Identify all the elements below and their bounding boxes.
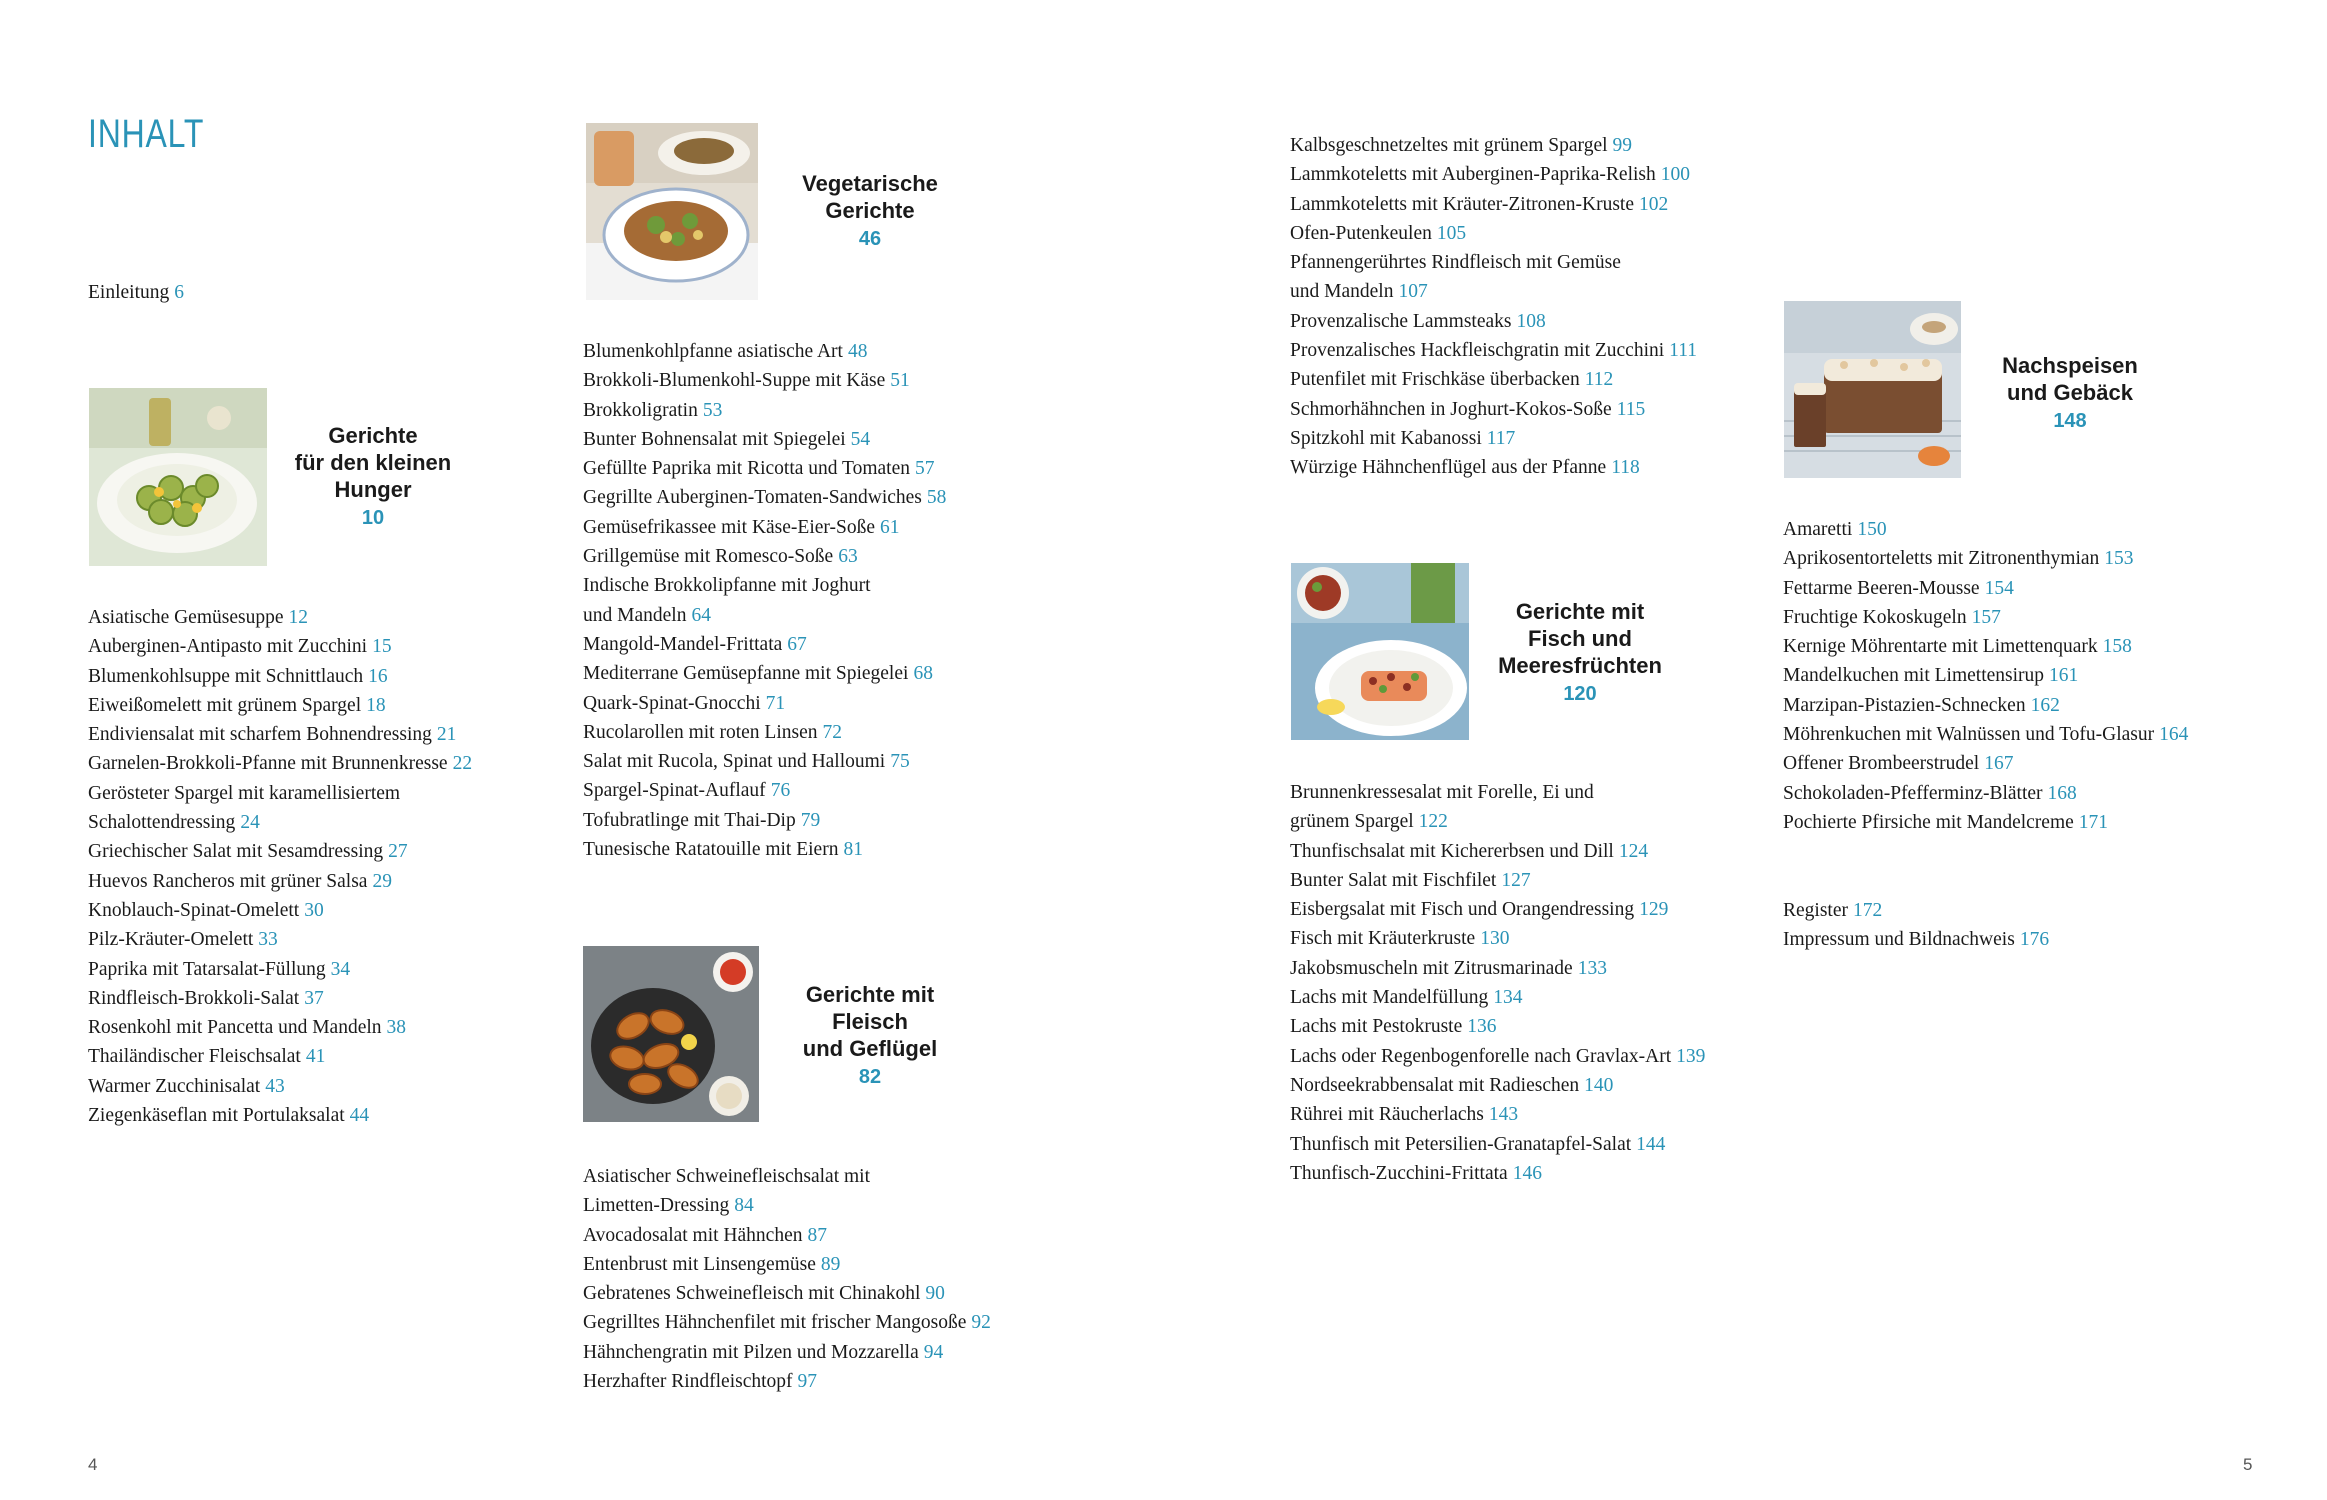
toc-entry[interactable] (1783, 632, 2188, 661)
section-heading-fish[interactable] (1480, 598, 1680, 708)
entry-page: 63 (838, 546, 858, 568)
toc-entry[interactable] (1290, 160, 1697, 189)
entry-page: 22 (452, 753, 473, 775)
entry-label: Offener Brombeerstrudel (1783, 753, 1980, 775)
entry-page: 92 (971, 1312, 991, 1334)
entry-label: Knoblauch-Spinat-Omelett (88, 899, 300, 921)
entry-label: Gegrillte Auberginen-Tomaten-Sandwiches (583, 487, 922, 509)
toc-entry[interactable] (583, 1191, 991, 1220)
entry-label: Eisbergsalat mit Fisch und Orangendressing (1290, 899, 1635, 921)
entry-page: 87 (807, 1224, 827, 1246)
toc-entry[interactable] (1290, 219, 1697, 248)
entry-label: Auberginen-Antipasto mit Zucchini (88, 636, 368, 658)
heading-line: für den kleinen (294, 450, 452, 475)
entry-page: 130 (1480, 928, 1510, 950)
photo-chicken-wings (583, 946, 759, 1122)
toc-entry[interactable] (1290, 307, 1697, 336)
toc-entry[interactable] (1783, 808, 2188, 837)
entry-label: Brunnenkressesalat mit Forelle, Ei und (1290, 782, 1594, 803)
toc-entry[interactable] (583, 835, 946, 864)
toc-entry[interactable] (1783, 691, 2188, 720)
entry-page: 100 (1660, 164, 1690, 186)
entry-page: 90 (925, 1283, 945, 1305)
entry-page: 127 (1501, 869, 1531, 891)
entry-page: 102 (1639, 193, 1669, 215)
entry-label: Marzipan-Pistazien-Schnecken (1783, 694, 2026, 716)
entry-page: 33 (258, 929, 278, 951)
entry-label: Gerösteter Spargel mit karamellisiertem (88, 782, 401, 804)
toc-entry[interactable] (1290, 954, 1705, 983)
toc-entry[interactable] (583, 454, 946, 483)
entry-label: Rührei mit Räucherlachs (1290, 1104, 1484, 1126)
entry-page: 124 (1618, 840, 1649, 862)
toc-entry[interactable] (583, 1162, 991, 1191)
toc-entry[interactable] (583, 396, 946, 425)
entry-label: Lachs mit Pestokruste (1290, 1016, 1463, 1038)
entry-label: Lammkoteletts mit Auberginen-Paprika-Relish (1290, 164, 1656, 186)
heading-line: Nachspeisen (2002, 353, 2138, 378)
section-page: 120 (1563, 683, 1597, 705)
entry-label: Warmer Zucchinisalat (88, 1075, 261, 1097)
entry-label: Quark-Spinat-Gnocchi (583, 692, 761, 714)
toc-list-vegetarian (583, 337, 946, 864)
entry-label: Tofubratlinge mit Thai-Dip (583, 809, 796, 831)
section-page: 10 (361, 507, 385, 529)
entry-label: Kalbsgeschnetzeltes mit grünem Spargel (1290, 135, 1608, 156)
section-heading-meat[interactable] (770, 981, 970, 1091)
entry-page: 144 (1636, 1133, 1666, 1155)
heading-line: Vegetarische (802, 171, 938, 196)
toc-entry[interactable] (583, 601, 946, 630)
entry-label: Eiweißomelett mit grünem Spargel (88, 694, 362, 716)
toc-entry[interactable] (1290, 277, 1697, 306)
entry-page: 41 (305, 1046, 326, 1068)
entry-page: 94 (923, 1341, 944, 1363)
entry-label: Grillgemüse mit Romesco-Soße (583, 546, 834, 568)
toc-entry[interactable] (583, 483, 946, 512)
toc-entry[interactable] (583, 571, 946, 600)
entry-page: 16 (368, 665, 388, 687)
toc-entry[interactable] (1783, 925, 2049, 954)
section-page: 148 (2053, 410, 2087, 432)
entry-label: Nordseekrabbensalat mit Radieschen (1290, 1074, 1580, 1096)
entry-label: Thailändischer Fleischsalat (88, 1046, 301, 1068)
entry-label: Pochierte Pfirsiche mit Mandelcreme (1783, 811, 2074, 833)
entry-page: 161 (2049, 665, 2079, 687)
entry-label: und Mandeln (1290, 281, 1394, 303)
heading-line: Gerichte (328, 423, 418, 448)
toc-entry[interactable] (88, 808, 472, 837)
entry-page: 51 (890, 370, 910, 392)
entry-label: Amaretti (1783, 519, 1853, 540)
entry-label: Brokkoligratin (583, 399, 698, 421)
entry-page: 12 (288, 607, 308, 628)
entry-page: 118 (1611, 457, 1640, 479)
entry-label: Ziegenkäseflan mit Portulaksalat (88, 1105, 345, 1127)
toc-entry[interactable] (583, 659, 946, 688)
heading-line: Gerichte (825, 198, 915, 223)
entry-label: Fettarme Beeren-Mousse (1783, 577, 1980, 599)
entry-label: Blumenkohlsuppe mit Schnittlauch (88, 665, 364, 687)
entry-label: und Mandeln (583, 604, 687, 626)
toc-entry[interactable] (88, 720, 472, 749)
toc-list-meat (583, 1162, 991, 1396)
section-page: 46 (858, 228, 882, 250)
toc-list-desserts (1783, 515, 2188, 837)
entry-label: Entenbrust mit Linsengemüse (583, 1253, 816, 1275)
toc-entry[interactable] (88, 662, 472, 691)
entry-label: Kernige Möhrentarte mit Limettenquark (1783, 636, 2098, 658)
heading-line: Fisch und (1528, 626, 1632, 651)
intro-list (88, 278, 184, 307)
entry-label: grünem Spargel (1290, 811, 1414, 833)
entry-label: Rosenkohl mit Pancetta und Mandeln (88, 1017, 382, 1039)
entry-page: 171 (2078, 811, 2109, 833)
entry-page: 75 (890, 751, 910, 773)
entry-label: Einleitung (88, 282, 170, 303)
entry-label: Mediterrane Gemüsepfanne mit Spiegelei (583, 663, 909, 685)
entry-page: 37 (304, 987, 324, 1009)
toc-entry[interactable] (583, 1221, 991, 1250)
toc-entry[interactable] (1290, 1012, 1705, 1041)
entry-label: Gefüllte Paprika mit Ricotta und Tomaten (583, 458, 910, 480)
entry-page: 99 (1612, 135, 1633, 156)
entry-page: 24 (240, 812, 260, 834)
entry-label: Hähnchengratin mit Pilzen und Mozzarella (583, 1341, 919, 1363)
entry-page: 129 (1639, 899, 1669, 921)
entry-page: 117 (1486, 427, 1516, 449)
photo-zucchini-salad (89, 388, 267, 566)
entry-label: Fisch mit Kräuterkruste (1290, 928, 1476, 950)
entry-page: 97 (797, 1371, 818, 1393)
entry-label: Asiatische Gemüsesuppe (88, 607, 284, 628)
entry-page: 112 (1584, 369, 1614, 391)
toc-entry[interactable] (583, 513, 946, 542)
entry-page: 158 (2102, 636, 2132, 658)
toc-entry[interactable] (1290, 807, 1705, 836)
entry-label: Gegrilltes Hähnchenfilet mit frischer Mangosoße (583, 1312, 967, 1334)
heading-line: Meeresfrüchten (1498, 653, 1662, 678)
toc-entry[interactable] (1783, 544, 2188, 573)
entry-page: 108 (1516, 310, 1546, 332)
entry-page: 153 (2104, 548, 2134, 570)
heading-line: Gerichte mit (805, 982, 935, 1007)
entry-page: 72 (822, 721, 842, 743)
toc-list-snacks (88, 603, 472, 1130)
entry-page: 48 (847, 341, 868, 362)
photo-carrot-cake (1784, 301, 1961, 478)
entry-page: 57 (915, 458, 935, 480)
folio-right: 5 (2243, 1455, 2253, 1474)
toc-entry[interactable] (1783, 749, 2188, 778)
entry-page: 15 (372, 636, 392, 658)
toc-entry[interactable] (583, 718, 946, 747)
entry-label: Provenzalisches Hackfleischgratin mit Zucchini (1290, 340, 1665, 362)
toc-entry[interactable] (583, 1279, 991, 1308)
entry-page: 136 (1467, 1016, 1497, 1038)
heading-line: Fleisch (832, 1009, 908, 1034)
entry-page: 172 (1852, 900, 1883, 921)
folio-left: 4 (88, 1455, 98, 1474)
toc-entry[interactable] (1290, 1100, 1705, 1129)
toc-entry[interactable] (88, 1042, 472, 1071)
entry-page: 53 (702, 399, 723, 421)
entry-label: Impressum und Bildnachweis (1783, 929, 2015, 951)
entry-label: Pfannengerührtes Rindfleisch mit Gemüse (1290, 252, 1621, 274)
entry-page: 122 (1418, 811, 1448, 833)
toc-entry[interactable] (88, 896, 472, 925)
entry-label: Indische Brokkolipfanne mit Joghurt (583, 575, 871, 597)
entry-label: Griechischer Salat mit Sesamdressing (88, 841, 384, 863)
entry-page: 167 (1984, 753, 2014, 775)
entry-page: 157 (1971, 606, 2001, 628)
entry-label: Spitzkohl mit Kabanossi (1290, 427, 1482, 449)
entry-page: 38 (386, 1017, 407, 1039)
entry-label: Avocadosalat mit Hähnchen (583, 1224, 803, 1246)
entry-label: Endiviensalat mit scharfem Bohnendressing (88, 724, 432, 746)
entry-label: Fruchtige Kokoskugeln (1783, 606, 1967, 628)
toc-entry[interactable] (1783, 603, 2188, 632)
entry-page: 44 (349, 1105, 370, 1127)
toc-entry[interactable] (1783, 896, 2049, 925)
toc-entry[interactable] (1290, 395, 1697, 424)
entry-label: Gebratenes Schweinefleisch mit Chinakohl (583, 1283, 921, 1305)
entry-label: Asiatischer Schweinefleischsalat mit (583, 1166, 870, 1187)
entry-page: 71 (765, 692, 786, 714)
entry-page: 58 (926, 487, 947, 509)
entry-label: Paprika mit Tatarsalat-Füllung (88, 958, 326, 980)
entry-page: 89 (820, 1253, 841, 1275)
toc-entry[interactable] (583, 806, 946, 835)
toc-entry[interactable] (583, 630, 946, 659)
entry-page: 164 (2159, 724, 2189, 746)
entry-page: 176 (2019, 929, 2050, 951)
entry-label: Provenzalische Lammsteaks (1290, 310, 1512, 332)
entry-label: Mandelkuchen mit Limettensirup (1783, 665, 2045, 687)
entry-page: 134 (1493, 987, 1523, 1009)
entry-page: 76 (770, 780, 791, 802)
toc-entry[interactable] (583, 337, 946, 366)
entry-label: Lachs oder Regenbogenforelle nach Gravlax-Art (1290, 1045, 1672, 1067)
toc-entry[interactable] (1290, 1130, 1705, 1159)
entry-page: 105 (1436, 222, 1467, 244)
toc-entry[interactable] (88, 1072, 472, 1101)
entry-page: 133 (1577, 957, 1607, 979)
entry-label: Rucolarollen mit roten Linsen (583, 721, 818, 743)
entry-page: 67 (787, 633, 807, 655)
entry-label: Blumenkohlpfanne asiatische Art (583, 341, 843, 362)
toc-entry[interactable] (583, 747, 946, 776)
toc-entry[interactable] (1290, 190, 1697, 219)
entry-page: 139 (1676, 1045, 1706, 1067)
entry-page: 140 (1584, 1074, 1614, 1096)
entry-label: Gemüsefrikassee mit Käse-Eier-Soße (583, 516, 876, 538)
entry-label: Herzhafter Rindfleischtopf (583, 1371, 793, 1393)
toc-entry[interactable] (88, 603, 472, 632)
entry-page: 29 (372, 870, 392, 892)
entry-page: 64 (691, 604, 711, 626)
entry-page: 43 (265, 1075, 285, 1097)
entry-page: 168 (2047, 782, 2077, 804)
entry-page: 154 (1984, 577, 2014, 599)
entry-label: Thunfisch-Zucchini-Frittata (1290, 1162, 1508, 1184)
toc-entry[interactable] (88, 1013, 472, 1042)
entry-label: Ofen-Putenkeulen (1290, 222, 1432, 244)
entry-page: 68 (913, 663, 933, 685)
toc-entry[interactable] (1783, 515, 2188, 544)
toc-entry[interactable] (1783, 779, 2188, 808)
toc-entry[interactable] (1290, 365, 1697, 394)
section-heading-vegetarian[interactable] (772, 170, 968, 253)
toc-entry[interactable] (88, 779, 472, 808)
toc-entry[interactable] (88, 691, 472, 720)
entry-page: 111 (1669, 340, 1697, 362)
entry-label: Garnelen-Brokkoli-Pfanne mit Brunnenkresse (88, 753, 448, 775)
entry-label: Aprikosentorteletts mit Zitronenthymian (1783, 548, 2100, 570)
toc-entry[interactable] (583, 1250, 991, 1279)
toc-entry[interactable] (1783, 720, 2188, 749)
toc-entry[interactable] (1290, 924, 1705, 953)
toc-entry[interactable] (88, 1101, 472, 1130)
toc-list-meat-continued (1290, 131, 1697, 483)
toc-entry[interactable] (1783, 661, 2188, 690)
entry-label: Lammkoteletts mit Kräuter-Zitronen-Kruste (1290, 193, 1635, 215)
section-heading-desserts[interactable] (1970, 352, 2170, 435)
entry-label: Möhrenkuchen mit Walnüssen und Tofu-Glasur (1783, 724, 2155, 746)
entry-label: Würzige Hähnchenflügel aus der Pfanne (1290, 457, 1607, 479)
page-title: INHALT (88, 112, 205, 156)
entry-page: 6 (174, 282, 184, 303)
entry-page: 21 (436, 724, 457, 746)
toc-entry[interactable] (1290, 1159, 1705, 1188)
entry-label: Huevos Rancheros mit grüner Salsa (88, 870, 368, 892)
heading-line: und Gebäck (2007, 380, 2133, 405)
entry-page: 30 (304, 899, 324, 921)
toc-entry[interactable] (88, 925, 472, 954)
entry-label: Salat mit Rucola, Spinat und Halloumi (583, 751, 886, 773)
entry-page: 150 (1857, 519, 1887, 540)
entry-label: Brokkoli-Blumenkohl-Suppe mit Käse (583, 370, 886, 392)
toc-entry[interactable] (1290, 778, 1705, 807)
entry-label: Pilz-Kräuter-Omelett (88, 929, 254, 951)
toc-entry[interactable] (88, 632, 472, 661)
entry-label: Bunter Salat mit Fischfilet (1290, 869, 1497, 891)
entry-page: 143 (1488, 1104, 1519, 1126)
toc-list-appendix (1783, 896, 2049, 955)
toc-entry[interactable] (1290, 895, 1705, 924)
entry-page: 107 (1398, 281, 1428, 303)
toc-entry[interactable] (583, 776, 946, 805)
toc-entry[interactable] (583, 1308, 991, 1337)
entry-page: 27 (388, 841, 408, 863)
entry-page: 54 (850, 428, 871, 450)
entry-page: 61 (880, 516, 900, 538)
toc-entry[interactable] (1290, 983, 1705, 1012)
entry-page: 81 (843, 839, 863, 861)
toc-entry[interactable] (583, 1338, 991, 1367)
heading-line: Hunger (334, 477, 412, 502)
entry-label: Lachs mit Mandelfüllung (1290, 987, 1489, 1009)
toc-entry[interactable] (583, 1367, 991, 1396)
heading-line: und Geflügel (802, 1036, 938, 1061)
toc-entry[interactable] (88, 749, 472, 778)
entry-label: Mangold-Mandel-Frittata (583, 633, 783, 655)
entry-label: Putenfilet mit Frischkäse überbacken (1290, 369, 1580, 391)
entry-label: Schmorhähnchen in Joghurt-Kokos-Soße (1290, 398, 1612, 420)
toc-entry[interactable] (583, 689, 946, 718)
entry-label: Spargel-Spinat-Auflauf (583, 780, 766, 802)
toc-entry[interactable] (88, 984, 472, 1013)
entry-page: 84 (734, 1195, 754, 1217)
toc-entry[interactable] (583, 366, 946, 395)
entry-page: 18 (366, 694, 386, 716)
entry-label: Tunesische Ratatouille mit Eiern (583, 839, 839, 861)
toc-entry[interactable] (1290, 866, 1705, 895)
toc-entry[interactable] (1290, 336, 1697, 365)
toc-entry[interactable] (88, 867, 472, 896)
entry-label: Register (1783, 900, 1848, 921)
toc-list-fish (1290, 778, 1705, 1188)
entry-label: Rindfleisch-Brokkoli-Salat (88, 987, 300, 1009)
toc-entry[interactable] (1290, 453, 1697, 482)
entry-page: 79 (800, 809, 821, 831)
entry-label: Schokoladen-Pfefferminz-Blätter (1783, 782, 2043, 804)
photo-salmon-dish (1291, 563, 1469, 740)
section-page: 82 (858, 1066, 882, 1088)
entry-label: Schalottendressing (88, 812, 236, 834)
entry-label: Limetten-Dressing (583, 1195, 730, 1217)
section-heading-snacks[interactable] (280, 422, 466, 532)
entry-label: Bunter Bohnensalat mit Spiegelei (583, 428, 846, 450)
toc-entry[interactable] (88, 955, 472, 984)
toc-entry[interactable] (1290, 1042, 1705, 1071)
entry-label: Thunfisch mit Petersilien-Granatapfel-Salat (1290, 1133, 1632, 1155)
entry-page: 162 (2030, 694, 2060, 716)
heading-line: Gerichte mit (1515, 599, 1645, 624)
entry-label: Jakobsmuscheln mit Zitrusmarinade (1290, 957, 1573, 979)
toc-entry-intro[interactable] (88, 278, 184, 307)
toc-entry[interactable] (1783, 574, 2188, 603)
toc-entry[interactable] (1290, 424, 1697, 453)
toc-entry[interactable] (88, 837, 472, 866)
toc-entry[interactable] (1290, 1071, 1705, 1100)
entry-page: 146 (1512, 1162, 1542, 1184)
toc-entry[interactable] (1290, 131, 1697, 160)
entry-label: Thunfischsalat mit Kichererbsen und Dill (1290, 840, 1614, 862)
entry-page: 34 (330, 958, 351, 980)
photo-vegetable-stir-fry (586, 123, 758, 300)
toc-entry[interactable] (1290, 248, 1697, 277)
toc-entry[interactable] (583, 542, 946, 571)
entry-page: 115 (1616, 398, 1646, 420)
toc-entry[interactable] (583, 425, 946, 454)
toc-entry[interactable] (1290, 837, 1705, 866)
